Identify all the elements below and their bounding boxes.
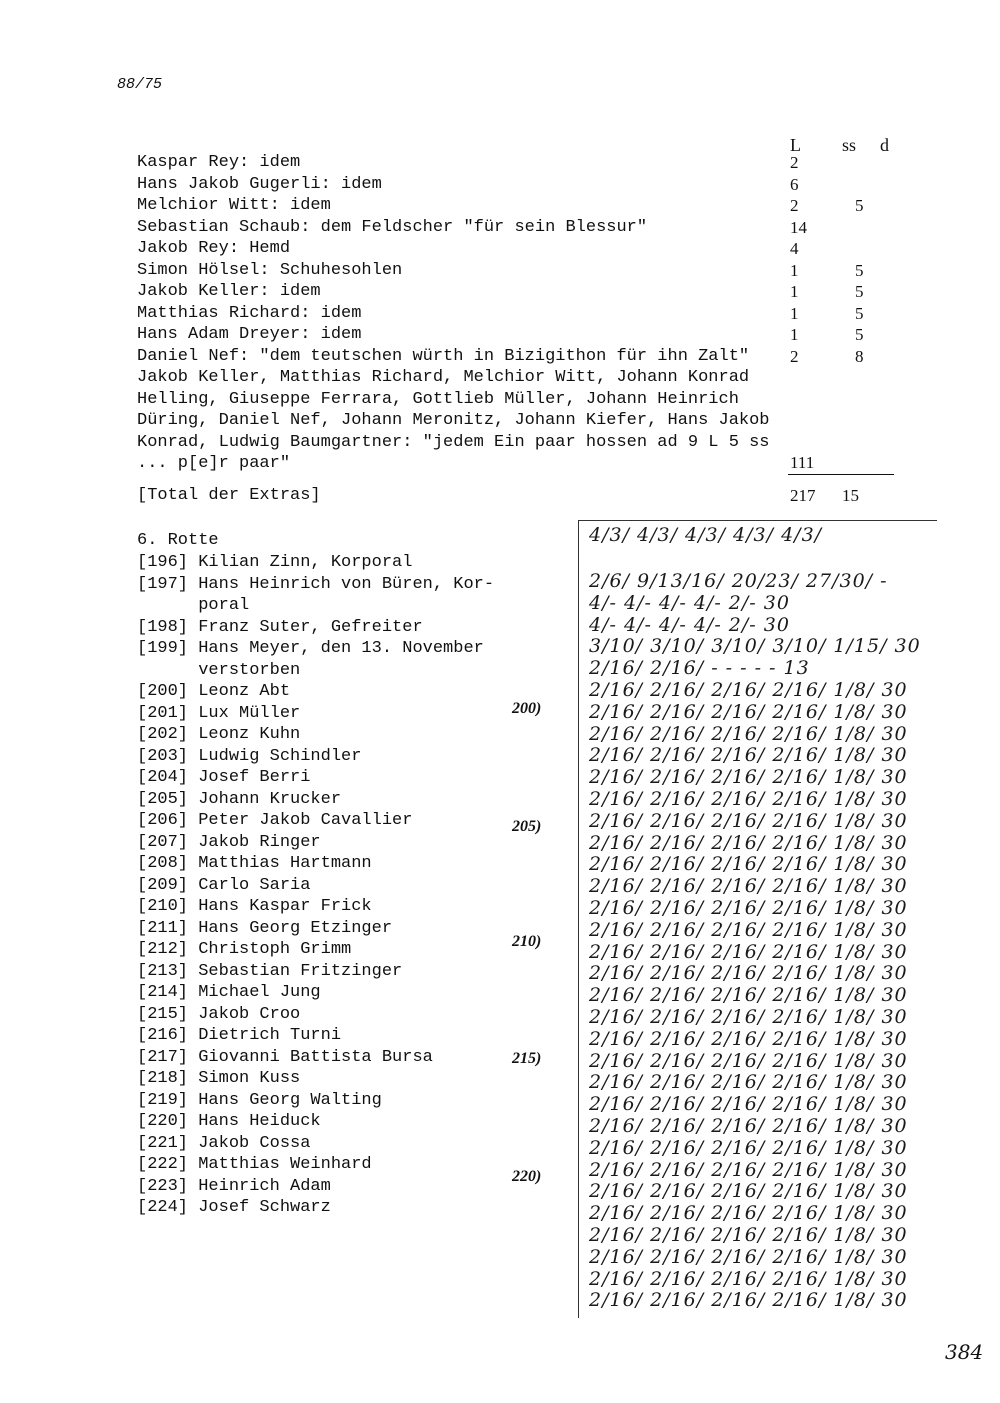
handwritten-row: 2/16/ 2/16/ 2/16/ 2/16/ 1/8/ 30 (589, 962, 908, 985)
extra-text: Matthias Richard: idem (137, 303, 362, 323)
handwritten-top-rule (579, 520, 937, 521)
group-amount: 111 (790, 453, 815, 472)
handwritten-row: 4/- 4/- 4/- 4/- 2/- 30 (589, 613, 790, 636)
roll-entry: [197] Hans Heinrich von Büren, Kor- (137, 574, 495, 594)
roll-entry: poral (137, 596, 250, 615)
handwritten-row: 2/16/ 2/16/ 2/16/ 2/16/ 1/8/ 30 (589, 1136, 908, 1159)
extra-ss: 5 (855, 303, 864, 323)
roll-entry: [218] Simon Kuss (137, 1069, 301, 1088)
handwritten-row: 2/16/ 2/16/ 2/16/ 2/16/ 1/8/ 30 (589, 679, 908, 701)
handwritten-row: 2/16/ 2/16/ 2/16/ 2/16/ 1/8/ 30 (589, 1158, 908, 1181)
handwritten-row: 2/6/ 9/13/16/ 20/23/ 27/30/ - (589, 570, 888, 592)
roll-entry: [211] Hans Georg Etzinger (137, 918, 393, 938)
extra-text: Jakob Rey: Hemd (137, 239, 291, 258)
extra-l: 6 (790, 174, 799, 194)
handwritten-row: 2/16/ 2/16/ 2/16/ 2/16/ 1/8/ 30 (589, 1180, 908, 1203)
extra-l: 1 (790, 260, 799, 280)
extra-ss: 5 (855, 325, 864, 344)
roll-entry: [199] Hans Meyer, den 13. November (137, 639, 484, 658)
handwritten-row: 2/16/ 2/16/ 2/16/ 2/16/ 1/8/ 30 (589, 984, 908, 1007)
extra-text: Hans Jakob Gugerli: idem (137, 174, 382, 194)
roll-entry: [207] Jakob Ringer (137, 832, 321, 852)
roll-entry: [222] Matthias Weinhard (137, 1155, 372, 1174)
handwritten-row: 2/16/ 2/16/ 2/16/ 2/16/ 1/8/ 30 (589, 1049, 908, 1072)
extra-l: 1 (790, 303, 799, 323)
handwritten-row: 2/16/ 2/16/ 2/16/ 2/16/ 1/8/ 30 (589, 1202, 908, 1225)
extra-text: Melchior Witt: idem (137, 196, 331, 215)
group-line: Konrad, Ludwig Baumgartner: "jedem Ein paar hossen ad 9 L 5 ss (137, 432, 770, 452)
extra-l: 2 (790, 196, 799, 215)
extra-ss: 8 (855, 346, 864, 366)
roll-entry: [224] Josef Schwarz (137, 1198, 331, 1217)
handwritten-row: 2/16/ 2/16/ 2/16/ 2/16/ 1/8/ 30 (589, 1115, 908, 1137)
handwritten-table (578, 520, 937, 1318)
sum-rule (788, 474, 894, 475)
handwritten-row: 2/16/ 2/16/ 2/16/ 2/16/ 1/8/ 30 (589, 1093, 908, 1116)
handwritten-row: 2/16/ 2/16/ 2/16/ 2/16/ 1/8/ 30 (589, 897, 908, 919)
handwritten-row: 2/16/ 2/16/ 2/16/ 2/16/ 1/8/ 30 (589, 1071, 908, 1094)
extra-text: Sebastian Schaub: dem Feldscher "für sein Blessur" (137, 217, 648, 237)
handwritten-row: 2/16/ 2/16/ - - - - - 13 (589, 657, 810, 680)
roll-entry: [221] Jakob Cossa (137, 1133, 311, 1153)
group-line: Düring, Daniel Nef, Johann Meronitz, Johann Kiefer, Hans Jakob (137, 411, 770, 430)
margin-mark: 220) (512, 1168, 542, 1185)
extra-text: Simon Hölsel: Schuhesohlen (137, 260, 403, 280)
handwritten-row: 2/16/ 2/16/ 2/16/ 2/16/ 1/8/ 30 (589, 722, 908, 745)
handwritten-row: 2/16/ 2/16/ 2/16/ 2/16/ 1/8/ 30 (589, 1267, 908, 1290)
margin-mark: 210) (512, 933, 542, 950)
roll-entry: [204] Josef Berri (137, 768, 311, 787)
extra-l: 4 (790, 239, 799, 258)
roll-entry: [198] Franz Suter, Gefreiter (137, 617, 423, 637)
handwritten-row: 2/16/ 2/16/ 2/16/ 2/16/ 1/8/ 30 (589, 875, 908, 898)
margin-mark: 200) (512, 700, 542, 717)
roll-entry: verstorben (137, 660, 301, 680)
handwritten-row: 2/16/ 2/16/ 2/16/ 2/16/ 1/8/ 30 (589, 831, 908, 854)
handwritten-row: 2/16/ 2/16/ 2/16/ 2/16/ 1/8/ 30 (589, 744, 908, 767)
margin-mark: 215) (512, 1050, 542, 1067)
handwritten-row: 2/16/ 2/16/ 2/16/ 2/16/ 1/8/ 30 (589, 1289, 908, 1312)
total-label: [Total der Extras] (137, 486, 321, 505)
handwritten-row: 2/16/ 2/16/ 2/16/ 2/16/ 1/8/ 30 (589, 766, 908, 789)
extra-text: Hans Adam Dreyer: idem (137, 325, 362, 344)
header-l: L (790, 135, 801, 155)
handwritten-row: 2/16/ 2/16/ 2/16/ 2/16/ 1/8/ 30 (589, 940, 908, 963)
roll-entry: [209] Carlo Saria (137, 875, 311, 895)
extra-l: 1 (790, 325, 799, 344)
roll-entry: [220] Hans Heiduck (137, 1112, 321, 1131)
extra-l: 14 (790, 217, 807, 237)
roll-entry: [202] Leonz Kuhn (137, 725, 301, 744)
roll-entry: [210] Hans Kaspar Frick (137, 897, 372, 916)
extra-text: Kaspar Rey: idem (137, 153, 301, 172)
roll-entry: [200] Leonz Abt (137, 682, 291, 701)
extra-l: 2 (790, 346, 799, 366)
extra-ss: 5 (855, 282, 864, 301)
extra-ss: 5 (855, 260, 864, 280)
roll-entry: [212] Christoph Grimm (137, 940, 352, 959)
roll-entry: [208] Matthias Hartmann (137, 854, 372, 873)
rotte-title: 6. Rotte (137, 531, 219, 550)
handwritten-row: 2/16/ 2/16/ 2/16/ 2/16/ 1/8/ 30 (589, 809, 908, 832)
handwritten-row: 4/- 4/- 4/- 4/- 2/- 30 (589, 591, 790, 614)
extra-l: 1 (790, 282, 799, 301)
extra-text: Daniel Nef: "dem teutschen würth in Bizigithon für ihn Zalt" (137, 346, 750, 366)
roll-entry: [203] Ludwig Schindler (137, 746, 362, 766)
margin-mark: 205) (512, 818, 542, 835)
total-ss: 15 (842, 486, 859, 505)
roll-entry: [216] Dietrich Turni (137, 1026, 342, 1045)
group-line: Helling, Giuseppe Ferrara, Gottlieb Müller, Johann Heinrich (137, 389, 739, 409)
roll-entry: [217] Giovanni Battista Bursa (137, 1047, 433, 1067)
total-l: 217 (790, 486, 816, 505)
roll-entry: [214] Michael Jung (137, 983, 321, 1002)
group-line: Jakob Keller, Matthias Richard, Melchior Witt, Johann Konrad (137, 368, 750, 387)
handwritten-row: 2/16/ 2/16/ 2/16/ 2/16/ 1/8/ 30 (589, 700, 908, 723)
handwritten-row: 2/16/ 2/16/ 2/16/ 2/16/ 1/8/ 30 (589, 918, 908, 941)
header-d: d (880, 135, 889, 155)
page-id: 88/75 (117, 76, 163, 93)
extra-l: 2 (790, 153, 799, 172)
handwritten-row: 2/16/ 2/16/ 2/16/ 2/16/ 1/8/ 30 (589, 1006, 908, 1028)
handwritten-row: 2/16/ 2/16/ 2/16/ 2/16/ 1/8/ 30 (589, 1224, 908, 1246)
group-line: ... p[e]r paar" (137, 454, 291, 473)
handwritten-row: 2/16/ 2/16/ 2/16/ 2/16/ 1/8/ 30 (589, 853, 908, 876)
extra-ss: 5 (855, 196, 864, 215)
roll-entry: [201] Lux Müller (137, 703, 301, 723)
handwritten-row: 2/16/ 2/16/ 2/16/ 2/16/ 1/8/ 30 (589, 1245, 908, 1268)
roll-entry: [206] Peter Jakob Cavallier (137, 811, 413, 830)
extra-text: Jakob Keller: idem (137, 282, 321, 301)
handwritten-row: 2/16/ 2/16/ 2/16/ 2/16/ 1/8/ 30 (589, 1027, 908, 1050)
roll-entry: [196] Kilian Zinn, Korporal (137, 553, 413, 572)
roll-entry: [223] Heinrich Adam (137, 1176, 331, 1196)
header-ss: ss (842, 135, 857, 155)
archive-stamp: 384 (945, 1340, 984, 1364)
roll-entry: [219] Hans Georg Walting (137, 1090, 382, 1110)
handwritten-row: 2/16/ 2/16/ 2/16/ 2/16/ 1/8/ 30 (589, 788, 908, 810)
roll-entry: [205] Johann Krucker (137, 789, 342, 809)
roll-entry: [215] Jakob Croo (137, 1004, 301, 1024)
roll-entry: [213] Sebastian Fritzinger (137, 961, 403, 981)
handwritten-row: 3/10/ 3/10/ 3/10/ 3/10/ 1/15/ 30 (589, 635, 921, 658)
handwritten-header: 4/3/ 4/3/ 4/3/ 4/3/ 4/3/ (589, 524, 823, 546)
